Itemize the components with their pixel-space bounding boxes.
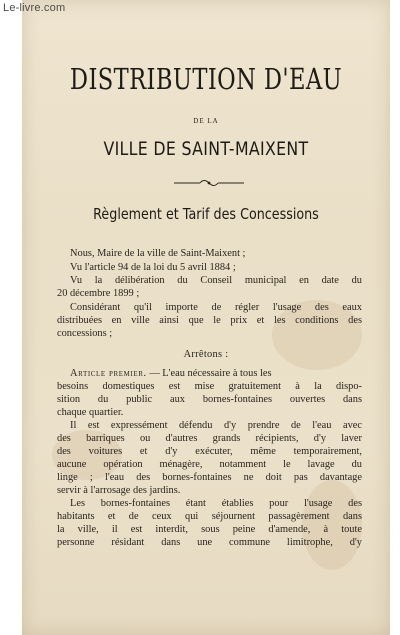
preamble-line: Nous, Maire de la ville de Saint-Maixent ; <box>70 248 246 259</box>
article-line: des barriques ou d'autres grands récipients, d'y laver <box>57 433 362 444</box>
document-subtitle: Règlement et Tarif des Concessions <box>93 205 319 223</box>
preamble-line: Vu la délibération du Conseil municipal en date du <box>70 275 362 286</box>
article-line: servir à l'arrosage des jardins. <box>57 485 181 496</box>
article-line: habitants et de ceux qui séjournent passagèrement dans <box>57 511 362 522</box>
preamble-line: distribuées en ville ainsi que le prix et les conditions des <box>57 315 362 326</box>
article-line: Les bornes-fontaines étant établies pour l'usage des <box>70 498 362 509</box>
preamble-line: 20 décembre 1899 ; <box>57 288 140 299</box>
ornament-divider-icon <box>174 178 244 188</box>
site-watermark: Le-livre.com <box>3 2 66 14</box>
article-label: Article premier. <box>70 368 147 379</box>
article-line: besoins domestiques est mise gratuitement à la dispo- <box>57 381 362 392</box>
document-page <box>22 0 390 635</box>
title-connector: DE LA <box>193 117 219 125</box>
article-line: la ville, il est interdit, sous peine d'amende, à toute <box>57 524 362 535</box>
preamble-line: concessions ; <box>57 328 113 339</box>
article-line: linge ; l'eau des bornes-fontaines ne doit pas davantage <box>57 472 362 483</box>
article-line: chaque quartier. <box>57 407 124 418</box>
arretons-heading: Arrêtons : <box>183 349 229 360</box>
document-title: DISTRIBUTION D'EAU <box>69 62 343 96</box>
article-first-line <box>70 368 362 380</box>
article-line: sition du public aux bornes-fontaines ouvertes dans <box>57 394 362 405</box>
preamble-line: Vu l'article 94 de la loi du 5 avril 1884 ; <box>70 262 236 273</box>
article-line: des voitures et d'y exécuter, même temporairement, <box>57 446 362 457</box>
preamble-line: Considérant qu'il importe de régler l'usage des eaux <box>70 302 362 313</box>
city-heading: VILLE DE SAINT-MAIXENT <box>103 138 309 160</box>
article-line: Il est expressément défendu d'y prendre de l'eau avec <box>70 420 362 431</box>
article-line: aucune opération ménagère, notamment le lavage du <box>57 459 362 470</box>
article-line: personne résidant dans une commune limitrophe, d'y <box>57 537 362 548</box>
article-first-rest: — L'eau nécessaire à tous les <box>146 368 272 379</box>
